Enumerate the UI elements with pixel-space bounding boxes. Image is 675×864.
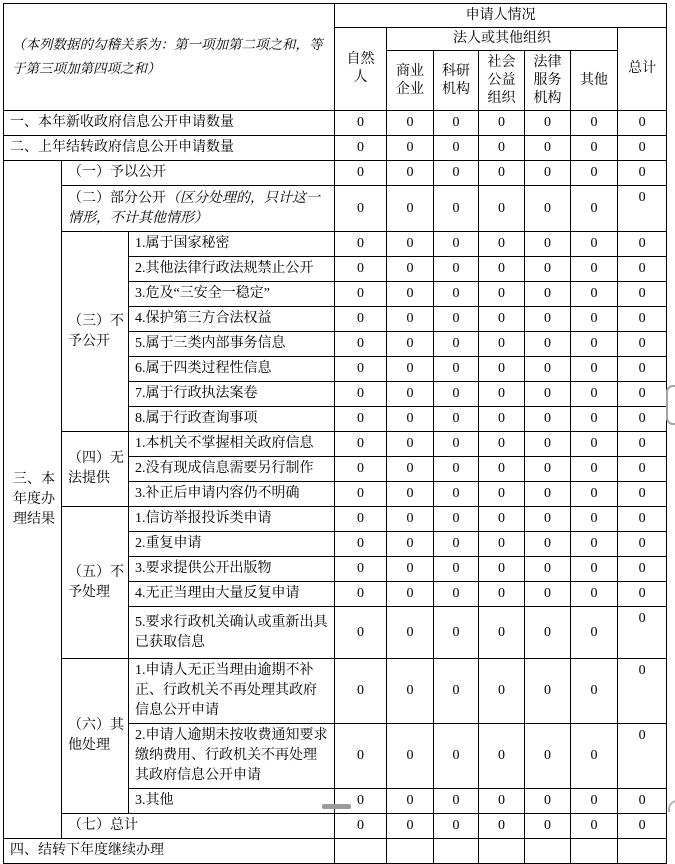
table-row [4,839,667,864]
data-cell: 0 [571,814,618,839]
data-cell: 0 [525,282,571,307]
header-research-institution: 科研机构 [434,51,479,111]
data-cell: 0 [571,186,618,232]
header-natural-person: 自然人 [335,28,387,111]
item-label: 7.属于行政执法案卷 [129,382,335,407]
data-cell: 0 [618,557,667,582]
data-cell: 0 [387,789,434,814]
table-row [4,507,667,532]
data-cell: 0 [479,607,525,659]
data-cell: 0 [387,532,434,557]
row-label: 二、上年结转政府信息公开申请数量 [4,136,335,161]
data-cell: 0 [434,557,479,582]
data-cell: 0 [525,407,571,432]
item-label: 1.信访举报投诉类申请 [129,507,335,532]
subsection-label: （一）予以公开 [62,161,335,186]
data-cell: 0 [434,432,479,457]
group-label: （三）不予公开 [62,232,129,432]
data-cell: 0 [434,357,479,382]
data-cell: 0 [479,382,525,407]
data-cell: 0 [335,507,387,532]
data-cell: 0 [434,532,479,557]
header-legal-service-org: 法律服务机构 [525,51,571,111]
data-cell: 0 [335,186,387,232]
data-cell: 0 [525,186,571,232]
data-cell: 0 [434,482,479,507]
data-cell: 0 [525,507,571,532]
data-cell: 0 [479,482,525,507]
data-cell: 0 [618,161,667,186]
data-cell: 0 [479,186,525,232]
item-label: 3.补正后申请内容仍不明确 [129,482,335,507]
data-cell: 0 [525,724,571,789]
data-cell: 0 [571,382,618,407]
data-cell: 0 [387,332,434,357]
data-cell: 0 [479,111,525,136]
data-cell: 0 [618,532,667,557]
data-cell: 0 [335,307,387,332]
item-label: 4.保护第三方合法权益 [129,307,335,332]
data-cell: 0 [434,111,479,136]
data-cell: 0 [571,307,618,332]
data-cell [618,839,667,864]
data-cell: 0 [618,432,667,457]
data-cell: 0 [434,407,479,432]
item-label: 5.属于三类内部事务信息 [129,332,335,357]
data-cell: 0 [525,232,571,257]
data-cell: 0 [335,282,387,307]
item-label: 2.重复申请 [129,532,335,557]
data-cell: 0 [525,482,571,507]
item-label: 5.要求行政机关确认或重新出具已获取信息 [129,607,335,659]
data-cell: 0 [525,357,571,382]
data-cell [479,839,525,864]
data-cell: 0 [479,582,525,607]
data-cell: 0 [387,186,434,232]
header-legal-org: 法人或其他组织 [387,28,618,51]
data-cell: 0 [387,232,434,257]
data-cell: 0 [335,357,387,382]
data-cell: 0 [525,257,571,282]
data-cell: 0 [335,332,387,357]
data-cell: 0 [335,607,387,659]
data-cell: 0 [618,814,667,839]
header-applicant-status: 申请人情况 [335,4,667,28]
data-cell: 0 [434,136,479,161]
data-cell: 0 [525,814,571,839]
data-cell: 0 [618,507,667,532]
data-cell: 0 [335,232,387,257]
data-cell: 0 [387,814,434,839]
data-cell: 0 [479,232,525,257]
table-row [4,111,667,136]
data-cell: 0 [335,814,387,839]
data-cell: 0 [618,457,667,482]
data-cell: 0 [525,332,571,357]
data-cell: 0 [479,136,525,161]
table-row [4,136,667,161]
group-label: （四）无法提供 [62,432,129,507]
item-label: 2.其他法律行政法规禁止公开 [129,257,335,282]
data-cell [387,839,434,864]
header-total: 总计 [618,28,667,111]
data-cell: 0 [335,724,387,789]
data-cell [525,839,571,864]
data-cell: 0 [387,432,434,457]
data-cell: 0 [618,607,667,659]
section-label: 三、本年度办理结果 [4,161,62,839]
data-cell: 0 [525,111,571,136]
data-cell: 0 [387,382,434,407]
data-cell: 0 [335,407,387,432]
table-row [4,432,667,457]
table-row [4,161,667,186]
disclosure-statistics-table [3,3,667,864]
reconciliation-note: （本列数据的勾稽关系为：第一项加第二项之和，等于第三项加第四项之和） [4,4,335,111]
data-cell: 0 [618,257,667,282]
data-cell: 0 [618,382,667,407]
data-cell: 0 [525,136,571,161]
subsection-label: （二）部分公开（区分处理的，只计这一情形，不计其他情形） [62,186,335,232]
item-label: 1.申请人无正当理由逾期不补正、行政机关不再处理其政府信息公开申请 [129,659,335,724]
data-cell: 0 [571,257,618,282]
data-cell: 0 [387,557,434,582]
data-cell: 0 [387,507,434,532]
data-cell: 0 [479,457,525,482]
item-label: 1.属于国家秘密 [129,232,335,257]
data-cell: 0 [479,532,525,557]
data-cell: 0 [618,282,667,307]
data-cell: 0 [434,282,479,307]
data-cell: 0 [434,607,479,659]
data-cell: 0 [618,136,667,161]
data-cell: 0 [571,789,618,814]
data-cell: 0 [479,814,525,839]
data-cell: 0 [387,161,434,186]
data-cell: 0 [571,332,618,357]
data-cell: 0 [434,307,479,332]
data-cell [571,839,618,864]
data-cell: 0 [525,607,571,659]
vertical-scrollbar-thumb[interactable] [666,385,675,425]
data-cell: 0 [434,814,479,839]
data-cell: 0 [525,382,571,407]
data-cell: 0 [479,332,525,357]
data-cell: 0 [571,161,618,186]
data-cell: 0 [387,607,434,659]
data-cell: 0 [479,357,525,382]
data-cell: 0 [571,282,618,307]
data-cell: 0 [571,507,618,532]
data-cell: 0 [479,659,525,724]
data-cell: 0 [335,136,387,161]
data-cell: 0 [525,659,571,724]
data-cell: 0 [434,161,479,186]
data-cell: 0 [335,111,387,136]
data-cell: 0 [571,607,618,659]
data-cell: 0 [479,257,525,282]
data-cell: 0 [387,457,434,482]
data-cell: 0 [434,724,479,789]
data-cell: 0 [571,557,618,582]
data-cell: 0 [479,407,525,432]
data-cell: 0 [479,507,525,532]
data-cell: 0 [434,232,479,257]
data-cell: 0 [571,232,618,257]
data-cell: 0 [387,482,434,507]
data-cell: 0 [387,136,434,161]
data-cell: 0 [525,532,571,557]
table-row [4,659,667,724]
scrollbar-corner-fragment [668,800,675,812]
data-cell: 0 [387,407,434,432]
data-cell: 0 [525,557,571,582]
header-other: 其他 [571,51,618,111]
data-cell: 0 [618,407,667,432]
data-cell: 0 [479,432,525,457]
data-cell: 0 [434,789,479,814]
data-cell: 0 [335,582,387,607]
data-cell: 0 [618,789,667,814]
data-cell: 0 [618,332,667,357]
data-cell: 0 [387,357,434,382]
table-row [4,186,667,232]
data-cell: 0 [571,432,618,457]
data-cell: 0 [479,282,525,307]
item-label: 6.属于四类过程性信息 [129,357,335,382]
data-cell: 0 [335,482,387,507]
data-cell: 0 [571,582,618,607]
data-cell: 0 [525,161,571,186]
data-cell: 0 [571,357,618,382]
data-cell: 0 [387,111,434,136]
header-social-welfare-org: 社会公益组织 [479,51,525,111]
item-label: 1.本机关不掌握相关政府信息 [129,432,335,457]
data-cell: 0 [335,432,387,457]
data-cell: 0 [434,507,479,532]
data-cell: 0 [571,457,618,482]
data-cell: 0 [525,789,571,814]
subsection-label: （七）总计 [62,814,335,839]
data-cell: 0 [387,257,434,282]
subsection-note: （区分处理的，只计这一情形，不计其他情形） [68,190,320,226]
data-cell: 0 [479,557,525,582]
data-cell: 0 [434,382,479,407]
data-cell: 0 [525,432,571,457]
data-cell: 0 [618,357,667,382]
item-label: 2.申请人逾期未按收费通知要求缴纳费用、行政机关不再处理其政府信息公开申请 [129,724,335,789]
table-row [4,232,667,257]
data-cell: 0 [571,482,618,507]
data-cell: 0 [618,482,667,507]
data-cell: 0 [479,789,525,814]
data-cell: 0 [434,186,479,232]
group-label: （六）其他处理 [62,659,129,814]
data-cell: 0 [434,332,479,357]
group-label: （五）不予处理 [62,507,129,659]
table-row [4,814,667,839]
row-label: 四、结转下年度继续办理 [4,839,335,864]
data-cell: 0 [571,407,618,432]
data-cell: 0 [571,136,618,161]
data-cell: 0 [571,111,618,136]
data-cell: 0 [434,582,479,607]
item-label: 3.危及“三安全一稳定” [129,282,335,307]
item-label: 2.没有现成信息需要另行制作 [129,457,335,482]
data-cell: 0 [434,257,479,282]
item-label: 3.要求提供公开出版物 [129,557,335,582]
data-cell: 0 [335,457,387,482]
header-commercial-enterprise: 商业企业 [387,51,434,111]
data-cell: 0 [618,186,667,232]
data-cell [335,839,387,864]
data-cell: 0 [387,282,434,307]
data-cell: 0 [387,659,434,724]
data-cell: 0 [434,659,479,724]
data-cell: 0 [525,457,571,482]
data-cell: 0 [335,382,387,407]
data-cell: 0 [571,724,618,789]
data-cell: 0 [618,232,667,257]
data-cell: 0 [387,582,434,607]
item-label: 8.属于行政查询事项 [129,407,335,432]
item-label: 3.其他 [129,789,335,814]
data-cell: 0 [387,724,434,789]
data-cell: 0 [618,582,667,607]
data-cell: 0 [335,257,387,282]
data-cell: 0 [525,582,571,607]
data-cell [434,839,479,864]
data-cell: 0 [479,161,525,186]
data-cell: 0 [335,789,387,814]
data-cell: 0 [335,557,387,582]
data-cell: 0 [571,532,618,557]
horizontal-scrollbar-thumb[interactable] [322,804,351,809]
data-cell: 0 [479,307,525,332]
data-cell: 0 [618,659,667,724]
data-cell: 0 [434,457,479,482]
data-cell: 0 [618,724,667,789]
data-cell: 0 [618,307,667,332]
data-cell: 0 [335,659,387,724]
data-cell: 0 [335,161,387,186]
item-label: 4.无正当理由大量反复申请 [129,582,335,607]
data-cell: 0 [479,724,525,789]
data-cell: 0 [571,659,618,724]
data-cell: 0 [525,307,571,332]
data-cell: 0 [618,111,667,136]
data-cell: 0 [335,532,387,557]
row-label: 一、本年新收政府信息公开申请数量 [4,111,335,136]
data-cell: 0 [387,307,434,332]
